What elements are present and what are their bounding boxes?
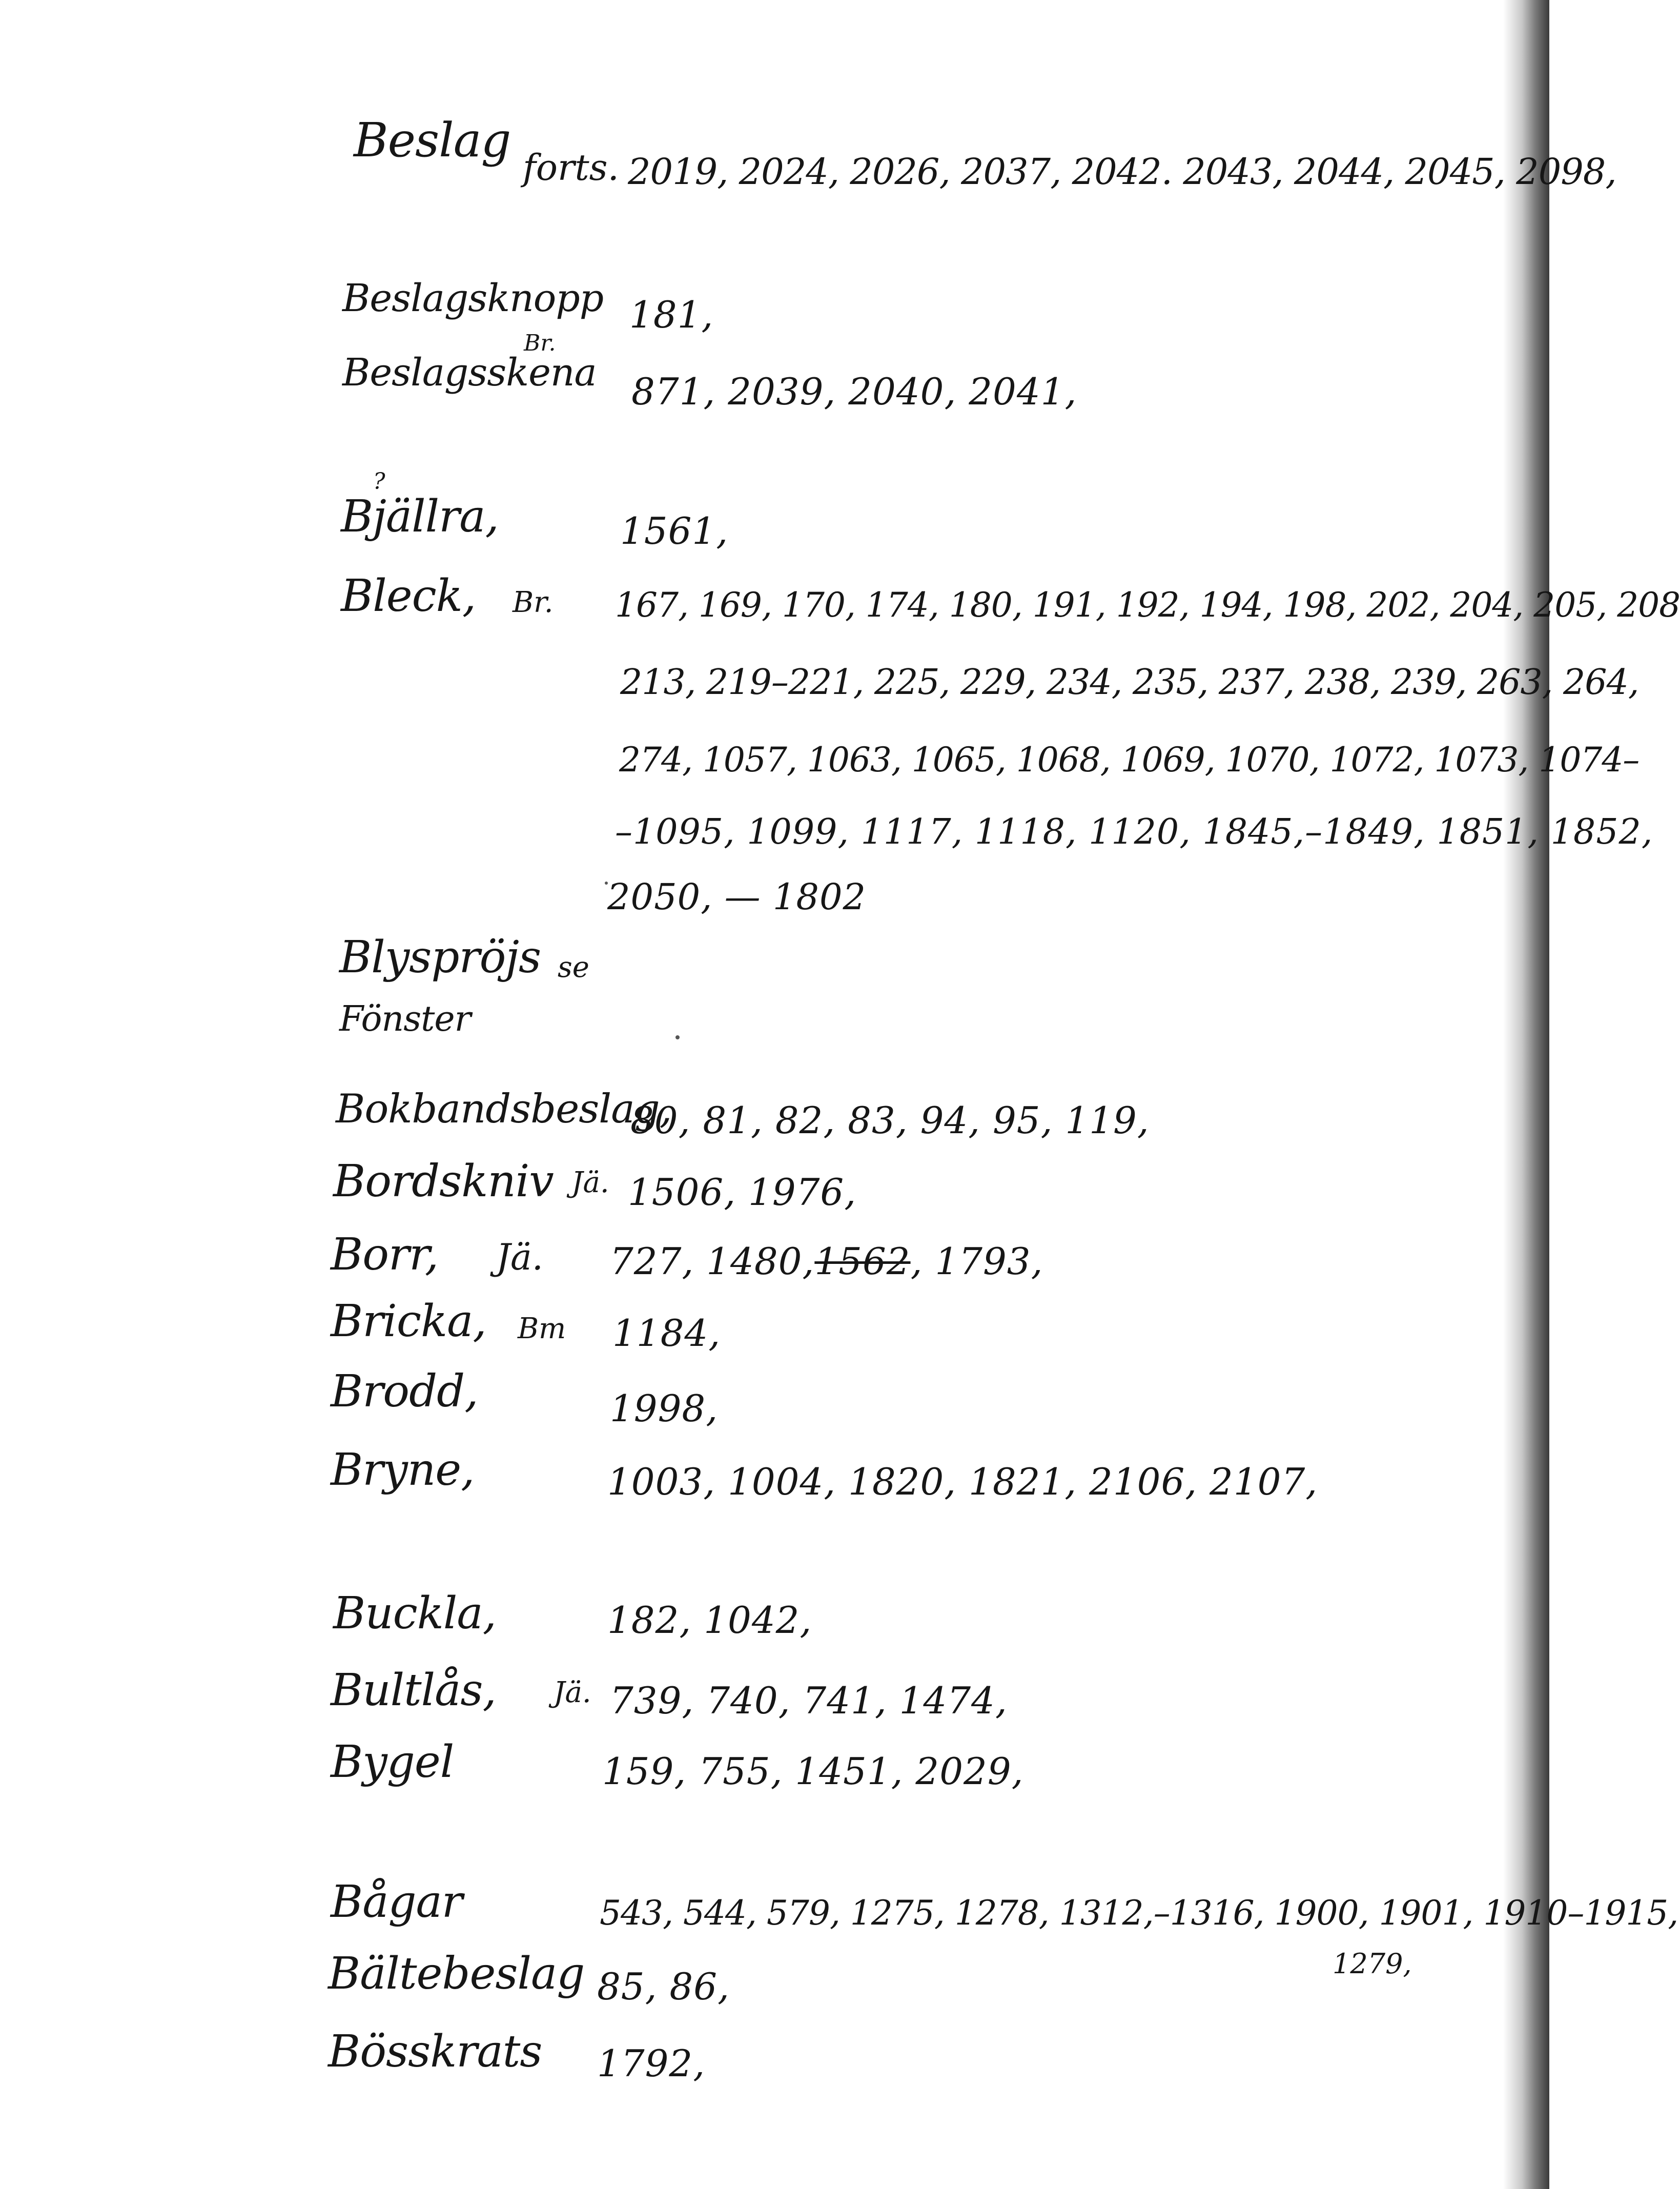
entry-numbers <box>610 1240 1043 1283</box>
entry-term: Bågar <box>331 1876 462 1928</box>
entry-numbers: 80, 81, 82, 83, 94, 95, 119, <box>630 1099 1150 1142</box>
entry-numbers: 2019, 2024, 2026, 2037, 2042. 2043, 2044, 2045, 2098, <box>628 151 1616 193</box>
entry-term: Blyspröjs <box>339 932 541 983</box>
entry-numbers-post: , 1793, <box>910 1240 1043 1283</box>
entry-superscript: Br. <box>524 330 556 356</box>
entry-note: Jä. <box>496 1236 544 1278</box>
entry-numbers: 543, 544, 579, 1275, 1278, 1312,–1316, 1900, 1901, 1910–1915, <box>600 1893 1678 1933</box>
entry-note: Bm <box>518 1312 566 1345</box>
entry-numbers: 182, 1042, <box>607 1599 812 1642</box>
entry-numbers: 181, <box>629 293 714 336</box>
entry-numbers: 739, 740, 741, 1474, <box>610 1679 1008 1722</box>
entry-numbers: 1561, <box>620 509 729 553</box>
entry-superscript: ? <box>373 468 385 495</box>
entry-numbers: 1184, <box>612 1312 721 1355</box>
entry-term: Beslagsknopp <box>342 276 604 320</box>
entry-note: forts. <box>523 147 619 189</box>
entry-note: Jä. <box>554 1676 591 1709</box>
entry-note: se <box>558 951 589 984</box>
entry-numbers: 1506, 1976, <box>628 1171 857 1214</box>
entry-term: Bygel <box>331 1736 454 1788</box>
entry-numbers-line: 2050, — 1802 <box>607 876 867 918</box>
entry-term: Bordskniv <box>333 1156 554 1207</box>
entry-numbers-line: 274, 1057, 1063, 1065, 1068, 1069, 1070, 1072, 1073, 1074– <box>619 740 1640 780</box>
entry-numbers-pre: 727, 1480, <box>610 1240 815 1283</box>
entry-term: Bryne, <box>331 1444 475 1496</box>
entry-numbers-line: –1095, 1099, 1117, 1118, 1120, 1845,–1849, 1851, 1852, <box>615 812 1653 852</box>
entry-term: Bricka, <box>331 1296 486 1347</box>
entry-term: Bjällra, <box>341 491 499 542</box>
entry-term: Beslag <box>354 113 511 168</box>
entry-term: Bösskrats <box>328 2026 542 2077</box>
entry-numbers-extra: 1279, <box>1333 1948 1412 1980</box>
entry-term: Bältebeslag <box>328 1948 585 1999</box>
paper-speck <box>675 1035 680 1039</box>
entry-numbers-line: 213, 219–221, 225, 229, 234, 235, 237, 238, 239, 263, 264, <box>620 662 1639 703</box>
entry-note: Jä. <box>571 1166 609 1199</box>
entry-term: Borr, <box>331 1229 439 1280</box>
entry-numbers: 1003, 1004, 1820, 1821, 2106, 2107, <box>607 1460 1318 1503</box>
entry-numbers-struck: 1562 <box>814 1240 911 1283</box>
entry-term: Buckla, <box>333 1588 496 1639</box>
page-binding-shadow <box>1503 0 1549 2189</box>
entry-note: Br. <box>513 586 554 619</box>
entry-term: Bleck, <box>341 570 476 622</box>
entry-numbers: 871, 2039, 2040, 2041, <box>631 370 1077 413</box>
entry-term: Beslagsskena <box>342 351 597 395</box>
entry-numbers: 159, 755, 1451, 2029, <box>602 1750 1024 1793</box>
entry-numbers: 1998, <box>610 1387 719 1430</box>
entry-term: Brodd, <box>331 1366 478 1417</box>
entry-numbers: 1792, <box>597 2042 706 2085</box>
entry-term-continuation: Fönster <box>339 999 471 1039</box>
entry-term: Bokbandsbeslag, <box>336 1086 672 1132</box>
entry-numbers-line: 167, 169, 170, 174, 180, 191, 192, 194, 198, 202, 204, 205, 208 <box>615 585 1680 625</box>
entry-term: Bultlås, <box>331 1665 496 1716</box>
entry-numbers: 85, 86, <box>597 1965 730 2008</box>
